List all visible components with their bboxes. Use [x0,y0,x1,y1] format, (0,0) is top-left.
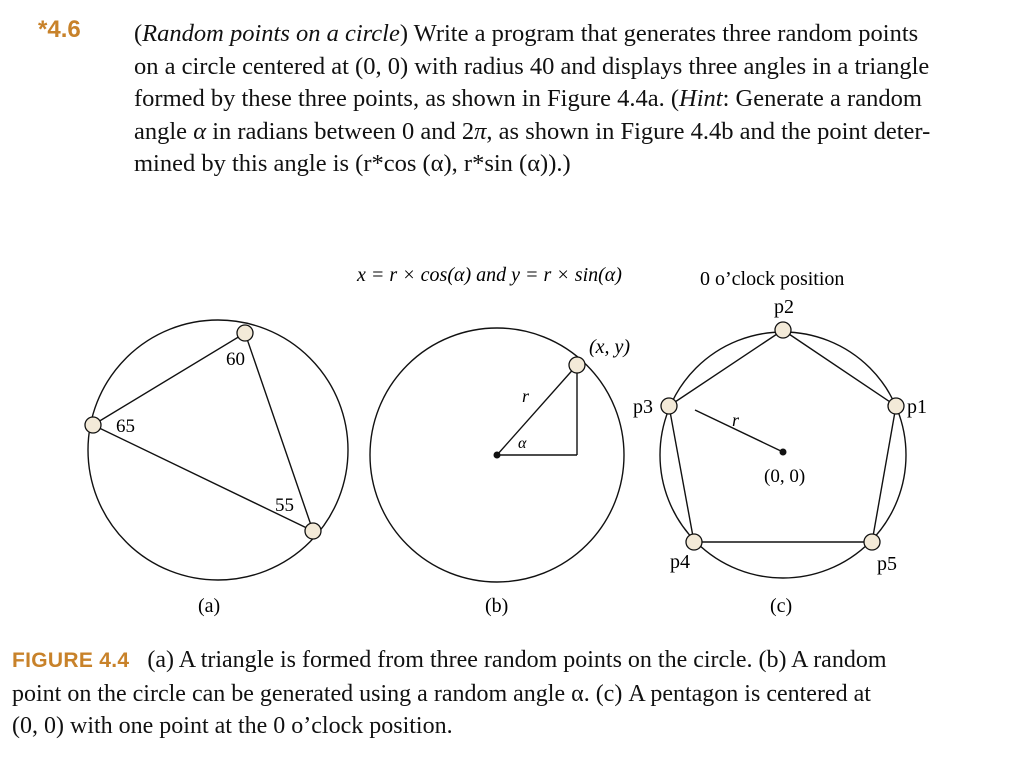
point-a2 [85,417,101,433]
figure-caption [12,644,1017,743]
angle-label-65: 65 [116,416,135,437]
point-p2 [775,322,791,338]
panel-label-b: (b) [485,595,509,617]
angle-label-b: α [518,435,527,452]
alpha-symbol: α [193,117,207,145]
exercise-title: Random points on a circle [142,20,400,47]
caption-line-1-text: (a) A triangle is formed from three random points on the circle. (b) A random [147,647,887,673]
exercise-line-4-c: , as shown in Figure 4.4b and the point deter- [486,117,931,145]
radius-b [497,365,577,455]
formula-b: x = r × cos(α) and y = r × sin(α) [357,264,622,286]
caption-label: FIGURE 4.4 [12,649,130,672]
exercise-line-1-rest: ) Write a program that generates three random points [399,20,919,47]
exercise-text [134,18,1014,181]
point-label-p2: p2 [774,296,794,318]
center-dot-c [780,449,787,456]
point-a3 [305,523,321,539]
caption-line-3: (0, 0) with one point at the 0 o’clock position. [12,713,453,739]
center-label-c: (0, 0) [764,466,806,487]
point-label-p1: p1 [907,396,927,418]
point-label-p5: p5 [877,553,897,575]
hint-word: Hint [679,85,723,112]
point-label-p3: p3 [633,396,653,418]
point-label-xy: (x, y) [589,336,631,358]
exercise-line-3-rest: : Generate a random [722,85,922,112]
circle-a [88,320,348,580]
caption-line-2: point on the circle can be generated using a random angle α. (c) A pentagon is centered at [12,680,871,707]
pi-symbol: π [474,117,487,145]
point-p1 [888,398,904,414]
exercise-line-5: mined by this angle is (r*cos (α), r*sin (α)).) [134,150,571,177]
exercise-line-1: (Random points on a circle) Write a program that generates three random points [134,20,919,47]
center-dot-b [494,452,501,459]
figure-4-4 [0,250,1024,630]
point-xy [569,357,585,373]
angle-label-60: 60 [226,349,245,370]
radius-label-b: r [522,386,530,406]
exercise-line-4-a: angle [134,117,194,145]
caption-line-1 [12,644,1017,678]
exercise-line-2: on a circle centered at (0, 0) with radius 40 and displays three angles in a triangle [134,52,930,80]
panel-a [85,320,348,617]
exercise-line-4-b: in radians between 0 and 2 [206,117,475,145]
exercise-line-3-text: formed by these three points, as shown in Figure 4.4a. ( [134,85,680,112]
panel-c [633,268,927,617]
point-label-p4: p4 [670,551,690,573]
heading-c: 0 o’clock position [700,268,845,290]
exercise-line-3 [134,83,1014,116]
point-a1 [237,325,253,341]
angle-label-55: 55 [275,495,294,516]
panel-b [356,264,630,617]
radius-label-c: r [732,410,740,430]
exercise-number: *4.6 [38,16,81,43]
point-p4 [686,534,702,550]
point-p5 [864,534,880,550]
panel-label-a: (a) [198,595,221,617]
panel-label-c: (c) [770,595,793,617]
exercise-line-4 [134,116,1014,149]
point-p3 [661,398,677,414]
